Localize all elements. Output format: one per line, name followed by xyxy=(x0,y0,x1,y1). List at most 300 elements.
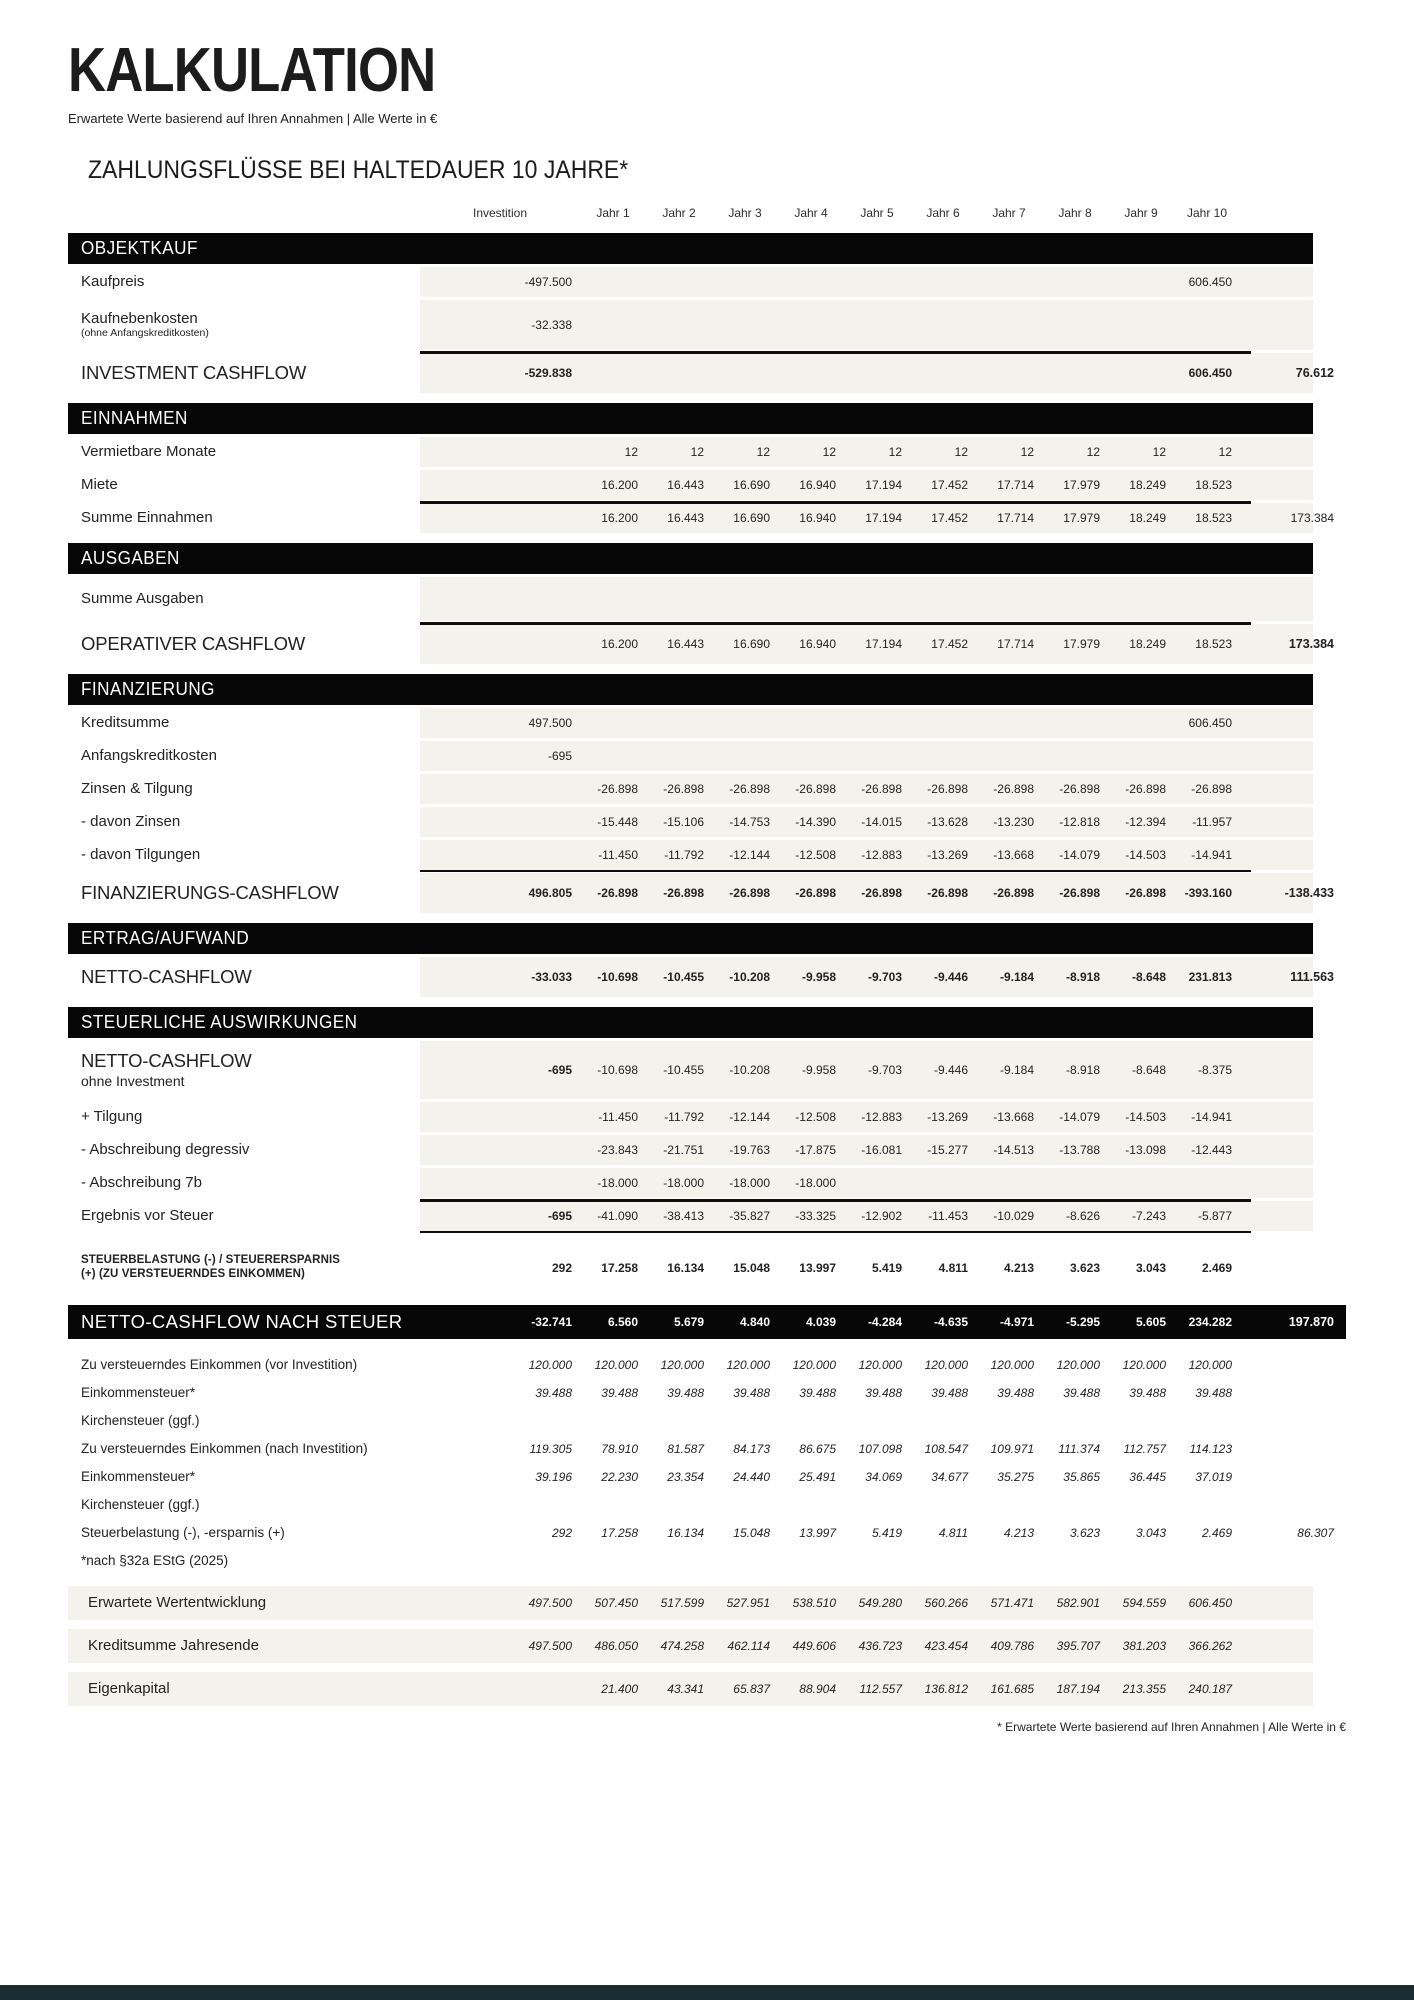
cell-value: 16.690 xyxy=(733,511,770,525)
cell-value: 517.599 xyxy=(660,1596,704,1610)
cell-value: 16.940 xyxy=(799,511,836,525)
row-label-text: - Abschreibung degressiv xyxy=(81,1141,250,1159)
cell-value: -14.503 xyxy=(1125,1110,1166,1124)
row-label-text: Zu versteuerndes Einkommen (vor Investition) xyxy=(81,1356,358,1372)
cell-value: -9.958 xyxy=(801,970,836,984)
cell-value: -26.898 xyxy=(861,886,902,900)
cell-value: 22.230 xyxy=(601,1469,638,1484)
table-row xyxy=(68,300,1346,350)
cell-value: -9.184 xyxy=(999,970,1034,984)
cell-value: 381.203 xyxy=(1122,1639,1166,1653)
table-row xyxy=(68,1244,1346,1292)
cell-value: -32.338 xyxy=(531,318,572,332)
table-row xyxy=(68,774,1346,804)
cell-value: -14.390 xyxy=(795,815,836,829)
cell-value: -10.455 xyxy=(663,970,704,984)
cell-value: -26.898 xyxy=(861,782,902,796)
cell-value: 292 xyxy=(551,1261,572,1275)
table-row xyxy=(68,873,1346,913)
table-row xyxy=(68,1380,1346,1405)
cell-value: 25.491 xyxy=(799,1469,836,1484)
cell-value: -21.751 xyxy=(663,1143,704,1157)
column-header: Jahr 1 xyxy=(596,206,630,220)
cell-value: 606.450 xyxy=(1188,716,1232,730)
row-label xyxy=(68,1525,420,1541)
cell-value: 36.445 xyxy=(1129,1469,1166,1484)
cell-value: 496.805 xyxy=(528,886,572,900)
cell-value: -23.843 xyxy=(597,1143,638,1157)
cell-value: -10.208 xyxy=(729,1063,770,1077)
table-row xyxy=(68,267,1346,297)
cell-value: -393.160 xyxy=(1184,886,1232,900)
row-label xyxy=(68,1680,420,1697)
cell-value: -4.971 xyxy=(999,1315,1034,1329)
section-title: AUSGABEN xyxy=(81,548,180,568)
cell-value: -10.698 xyxy=(597,1063,638,1077)
row-label xyxy=(68,882,420,903)
row-label xyxy=(68,1553,420,1569)
cell-value: -13.098 xyxy=(1125,1143,1166,1157)
cell-value: -13.668 xyxy=(993,1110,1034,1124)
cell-value: 34.677 xyxy=(931,1469,968,1484)
section-title: FINANZIERUNG xyxy=(81,679,215,699)
cell-value: 12 xyxy=(624,445,638,459)
cell-value: 12 xyxy=(888,445,902,459)
cell-value: 240.187 xyxy=(1188,1682,1232,1696)
column-header: Jahr 10 xyxy=(1186,206,1228,220)
cell-value: -12.902 xyxy=(861,1209,902,1223)
cell-value: 18.523 xyxy=(1195,511,1232,525)
cell-value: -26.898 xyxy=(927,782,968,796)
cell-value: 16.690 xyxy=(733,637,770,651)
cell-value: -695 xyxy=(547,1209,572,1223)
cell-value: 17.258 xyxy=(601,1261,638,1275)
column-header-row xyxy=(68,201,1346,223)
cell-value: 449.606 xyxy=(792,1639,836,1653)
cell-value: 15.048 xyxy=(733,1525,770,1540)
footnote: * Erwartete Werte basierend auf Ihren Annahmen | Alle Werte in € xyxy=(997,1720,1346,1734)
row-label-text: Kreditsumme Jahresende xyxy=(88,1637,259,1655)
cell-value: 12 xyxy=(822,445,836,459)
row-label-text: STEUERBELASTUNG (-) / STEUERERSPARNIS xyxy=(81,1253,341,1266)
row-label xyxy=(68,1174,420,1191)
cell-value: 527.951 xyxy=(726,1596,770,1610)
cell-value: 606.450 xyxy=(1188,275,1232,289)
cell-value: -26.898 xyxy=(597,886,638,900)
cell-value: 120.000 xyxy=(660,1357,704,1372)
table-row xyxy=(68,624,1346,664)
cell-value: -8.648 xyxy=(1131,1063,1166,1077)
cell-value: -18.000 xyxy=(729,1176,770,1190)
table-row xyxy=(68,437,1346,467)
cell-value: 18.249 xyxy=(1129,511,1166,525)
cell-value: 409.786 xyxy=(990,1639,1034,1653)
cell-value: -14.941 xyxy=(1191,1110,1232,1124)
cell-value: -5.877 xyxy=(1197,1209,1232,1223)
cell-total: 76.612 xyxy=(1295,366,1334,380)
cell-value: -26.898 xyxy=(1059,886,1100,900)
row-label xyxy=(68,1441,420,1457)
cell-value: -15.448 xyxy=(597,815,638,829)
cell-value: -33.033 xyxy=(531,970,572,984)
cell-value: -32.741 xyxy=(531,1315,572,1329)
cell-value: -8.918 xyxy=(1065,970,1100,984)
cell-value: -14.753 xyxy=(729,815,770,829)
row-label xyxy=(68,1413,420,1429)
column-header: Jahr 8 xyxy=(1058,206,1092,220)
row-label xyxy=(68,813,420,830)
row-label xyxy=(68,780,420,797)
cell-total: 173.384 xyxy=(1290,511,1334,525)
column-header: Jahr 6 xyxy=(926,206,960,220)
cell-value: 4.213 xyxy=(1003,1261,1034,1275)
row-label xyxy=(68,633,420,654)
cell-value: 13.997 xyxy=(799,1525,836,1540)
row-label-text: Kaufnebenkosten xyxy=(81,309,198,327)
table-row xyxy=(68,1672,1346,1706)
cell-value: 35.865 xyxy=(1063,1469,1100,1484)
cell-value: 12 xyxy=(954,445,968,459)
cell-value: -14.079 xyxy=(1059,1110,1100,1124)
cell-value: -12.883 xyxy=(861,848,902,862)
cell-value: 2.469 xyxy=(1201,1261,1232,1275)
table-row xyxy=(68,1135,1346,1165)
cell-value: 366.262 xyxy=(1188,1639,1232,1653)
rule-bottom xyxy=(420,870,1251,873)
table-row xyxy=(68,741,1346,771)
row-label-text: Summe Ausgaben xyxy=(81,590,204,608)
table-row xyxy=(68,1548,1346,1573)
cell-value: -38.413 xyxy=(663,1209,704,1223)
cell-value: 12 xyxy=(756,445,770,459)
cell-value: 112.757 xyxy=(1123,1441,1166,1456)
row-sublabel: (ohne Anfangskreditkosten) xyxy=(81,326,209,339)
cell-value: -26.898 xyxy=(1059,782,1100,796)
row-label-text: Zu versteuerndes Einkommen (nach Investition) xyxy=(81,1440,368,1456)
cell-value: 136.812 xyxy=(924,1682,968,1696)
table-row xyxy=(68,708,1346,738)
cell-value: 16.200 xyxy=(601,478,638,492)
cell-value: 39.488 xyxy=(1195,1385,1232,1400)
cell-value: -26.898 xyxy=(795,782,836,796)
section-header xyxy=(68,674,1313,705)
cell-value: 5.605 xyxy=(1135,1315,1166,1329)
rule-top xyxy=(420,622,1251,625)
cell-value: -16.081 xyxy=(861,1143,902,1157)
cell-value: 213.355 xyxy=(1122,1682,1166,1696)
cell-value: 108.547 xyxy=(924,1441,968,1456)
column-header-total-spacer xyxy=(1240,211,1346,213)
cell-value: -11.450 xyxy=(598,848,638,862)
cell-value: -9.958 xyxy=(801,1063,836,1077)
cell-value: 16.200 xyxy=(601,511,638,525)
cell-value: -4.284 xyxy=(867,1315,902,1329)
cell-value: -12.443 xyxy=(1191,1143,1232,1157)
column-header: Jahr 9 xyxy=(1124,206,1158,220)
footer-bar xyxy=(0,1985,1414,2000)
row-label-text: Eigenkapital xyxy=(88,1680,170,1698)
cell-value: 234.282 xyxy=(1188,1315,1232,1329)
cell-total: 86.307 xyxy=(1297,1525,1334,1540)
cell-value: -8.626 xyxy=(1065,1209,1100,1223)
cell-value: 582.901 xyxy=(1056,1596,1100,1610)
cell-value: -9.184 xyxy=(999,1063,1034,1077)
cell-value: -26.898 xyxy=(1125,782,1166,796)
cell-value: -4.635 xyxy=(933,1315,968,1329)
row-label xyxy=(68,1637,420,1654)
cell-value: 12 xyxy=(1152,445,1166,459)
row-label xyxy=(68,1469,420,1485)
cell-value: 17.979 xyxy=(1063,478,1100,492)
cell-value: -497.500 xyxy=(524,275,572,289)
row-label xyxy=(68,1141,420,1158)
cell-value: -9.446 xyxy=(933,1063,968,1077)
row-sublabel: (+) (ZU VERSTEUERNDES EINKOMMEN) xyxy=(81,1268,305,1281)
column-header: Jahr 3 xyxy=(728,206,762,220)
row-label xyxy=(68,846,420,863)
cell-value: 497.500 xyxy=(528,1596,572,1610)
cell-value: -7.243 xyxy=(1131,1209,1166,1223)
cell-value: -14.079 xyxy=(1059,848,1100,862)
row-label-text: Einkommensteuer* xyxy=(81,1468,196,1484)
table-row xyxy=(68,1436,1346,1461)
cell-value: -695 xyxy=(547,749,572,763)
cell-value: -26.898 xyxy=(729,886,770,900)
section-header xyxy=(68,233,1313,264)
cell-value: -12.818 xyxy=(1059,815,1100,829)
cell-value: -13.269 xyxy=(927,848,968,862)
cell-value: 120.000 xyxy=(1122,1357,1166,1372)
cell-value: -10.029 xyxy=(993,1209,1034,1223)
row-label-text: INVESTMENT CASHFLOW xyxy=(81,362,307,384)
cell-value: 497.500 xyxy=(528,1639,572,1653)
cell-value: 474.258 xyxy=(660,1639,704,1653)
cell-value: 17.714 xyxy=(997,637,1034,651)
cell-value: -14.015 xyxy=(861,815,902,829)
cell-value: 21.400 xyxy=(601,1682,638,1696)
row-label xyxy=(68,310,420,341)
cell-value: -26.898 xyxy=(795,886,836,900)
cell-value: 114.123 xyxy=(1189,1441,1232,1456)
cell-value: -35.827 xyxy=(729,1209,770,1223)
table-row xyxy=(68,1586,1346,1620)
cell-value: 16.134 xyxy=(667,1261,704,1275)
cell-value: 120.000 xyxy=(726,1357,770,1372)
cell-value: -17.875 xyxy=(795,1143,836,1157)
cell-value: -12.394 xyxy=(1125,815,1166,829)
cell-value: 111.374 xyxy=(1058,1441,1100,1456)
row-label-text: NETTO-CASHFLOW xyxy=(81,966,252,988)
cell-value: 17.979 xyxy=(1063,511,1100,525)
cell-value: 24.440 xyxy=(733,1469,770,1484)
cell-value: 436.723 xyxy=(858,1639,902,1653)
cell-value: -529.838 xyxy=(524,366,572,380)
cell-value: -18.000 xyxy=(795,1176,836,1190)
cell-value: 84.173 xyxy=(733,1441,770,1456)
cell-value: 15.048 xyxy=(733,1261,770,1275)
row-label xyxy=(68,362,420,383)
row-label xyxy=(68,590,420,607)
row-label xyxy=(68,714,420,731)
cell-value: -11.450 xyxy=(598,1110,638,1124)
cell-value: -26.898 xyxy=(663,886,704,900)
row-label-text: Kreditsumme xyxy=(81,714,170,732)
cell-value: 23.354 xyxy=(667,1469,704,1484)
row-label-text: Zinsen & Tilgung xyxy=(81,780,193,798)
cell-value: 12 xyxy=(690,445,704,459)
row-label-text: Erwartete Wertentwicklung xyxy=(88,1594,267,1612)
cell-value: 39.488 xyxy=(931,1385,968,1400)
cell-total: -138.433 xyxy=(1284,886,1334,900)
table-row xyxy=(68,957,1346,997)
cell-value: -13.668 xyxy=(993,848,1034,862)
cell-value: 423.454 xyxy=(924,1639,968,1653)
cell-value: -8.375 xyxy=(1197,1063,1232,1077)
row-label xyxy=(68,1050,420,1089)
cell-value: 17.979 xyxy=(1063,637,1100,651)
row-label xyxy=(68,1254,420,1282)
cell-value: -26.898 xyxy=(927,886,968,900)
cell-value: 17.452 xyxy=(931,637,968,651)
table-row xyxy=(68,470,1346,500)
cell-value: 65.837 xyxy=(733,1682,770,1696)
table-row xyxy=(68,807,1346,837)
cell-value: 17.452 xyxy=(931,511,968,525)
cell-value: -12.144 xyxy=(729,1110,770,1124)
cell-value: 16.690 xyxy=(733,478,770,492)
column-header: Jahr 5 xyxy=(860,206,894,220)
section-header xyxy=(68,403,1313,434)
cell-value: -13.628 xyxy=(927,815,968,829)
cell-value: 17.194 xyxy=(865,478,902,492)
cell-value: 81.587 xyxy=(667,1441,704,1456)
cell-value: 16.443 xyxy=(667,511,704,525)
cell-value: 17.194 xyxy=(865,637,902,651)
cell-value: 86.675 xyxy=(799,1441,836,1456)
cell-value: -12.508 xyxy=(795,848,836,862)
cell-value: -5.295 xyxy=(1065,1315,1100,1329)
cell-value: 4.811 xyxy=(938,1525,968,1540)
cell-value: 5.419 xyxy=(871,1261,902,1275)
cell-value: 78.910 xyxy=(601,1441,638,1456)
row-label-text: Summe Einnahmen xyxy=(81,509,213,527)
cell-value: -11.453 xyxy=(928,1209,968,1223)
cell-value: 3.623 xyxy=(1069,1525,1100,1540)
cell-value: -13.230 xyxy=(993,815,1034,829)
cell-value: -9.703 xyxy=(867,1063,902,1077)
rule-top xyxy=(420,351,1251,354)
cell-value: 538.510 xyxy=(792,1596,836,1610)
row-label-text: Anfangskreditkosten xyxy=(81,747,217,765)
cell-value: -11.792 xyxy=(664,1110,704,1124)
table-row xyxy=(68,1352,1346,1377)
cell-value: 120.000 xyxy=(528,1357,572,1372)
cell-value: -26.898 xyxy=(663,782,704,796)
cell-value: 39.488 xyxy=(667,1385,704,1400)
cashflow-table-body xyxy=(68,233,1346,1706)
row-label-text: - davon Zinsen xyxy=(81,813,181,831)
row-label-text: Miete xyxy=(81,476,118,494)
rule-bottom xyxy=(420,1231,1251,1234)
cell-value: 39.488 xyxy=(601,1385,638,1400)
table-row xyxy=(68,1492,1346,1517)
cell-value: 39.488 xyxy=(733,1385,770,1400)
cell-value: 560.266 xyxy=(924,1596,968,1610)
cell-value: 16.134 xyxy=(667,1525,704,1540)
table-row xyxy=(68,1464,1346,1489)
cell-value: 18.249 xyxy=(1129,637,1166,651)
row-label xyxy=(68,1385,420,1401)
cell-value: -12.508 xyxy=(795,1110,836,1124)
row-label xyxy=(68,747,420,764)
cell-value: 395.707 xyxy=(1056,1639,1100,1653)
cell-value: -13.788 xyxy=(1059,1143,1100,1157)
cell-value: 549.280 xyxy=(858,1596,902,1610)
cell-value: 17.258 xyxy=(601,1525,638,1540)
section-title: OBJEKTKAUF xyxy=(81,238,198,258)
cell-value: -18.000 xyxy=(597,1176,638,1190)
section-header xyxy=(68,923,1313,954)
cell-value: 39.488 xyxy=(1129,1385,1166,1400)
section-header xyxy=(68,1007,1313,1038)
row-label-text: *nach §32a EStG (2025) xyxy=(81,1552,229,1568)
row-label-text: - davon Tilgungen xyxy=(81,846,201,864)
row-label xyxy=(68,273,420,290)
cell-value: 2.469 xyxy=(1201,1525,1232,1540)
table-row xyxy=(68,1520,1346,1545)
cell-value: 17.452 xyxy=(931,478,968,492)
cell-value: -8.918 xyxy=(1065,1063,1100,1077)
cell-value: -26.898 xyxy=(993,782,1034,796)
row-label-text: Kirchensteuer (ggf.) xyxy=(81,1412,200,1428)
cell-value: 3.623 xyxy=(1069,1261,1100,1275)
cell-value: -14.503 xyxy=(1125,848,1166,862)
cell-value: 16.443 xyxy=(667,478,704,492)
cell-value: 16.200 xyxy=(601,637,638,651)
cell-value: 119.305 xyxy=(529,1441,572,1456)
cell-value: 39.488 xyxy=(1063,1385,1100,1400)
cell-value: -15.277 xyxy=(927,1143,968,1157)
cell-value: -10.208 xyxy=(729,970,770,984)
rule-top xyxy=(420,1199,1251,1202)
cell-value: 17.194 xyxy=(865,511,902,525)
row-label xyxy=(68,966,420,987)
row-label-text: Steuerbelastung (-), -ersparnis (+) xyxy=(81,1524,285,1540)
cell-value: -11.792 xyxy=(664,848,704,862)
table-row xyxy=(68,1041,1346,1099)
cell-value: -11.957 xyxy=(1192,815,1232,829)
row-label-text: Ergebnis vor Steuer xyxy=(81,1207,214,1225)
row-shade xyxy=(420,1168,1313,1198)
row-label-text: NETTO-CASHFLOW xyxy=(81,1050,252,1072)
row-label xyxy=(68,1108,420,1125)
cell-value: -10.455 xyxy=(663,1063,704,1077)
table-row xyxy=(68,1408,1346,1433)
cell-value: 112.557 xyxy=(859,1682,902,1696)
cell-value: 18.523 xyxy=(1195,637,1232,651)
cell-value: 18.523 xyxy=(1195,478,1232,492)
section-header xyxy=(68,543,1313,574)
row-label xyxy=(68,1207,420,1224)
cell-value: -26.898 xyxy=(597,782,638,796)
cell-value: 507.450 xyxy=(594,1596,638,1610)
cell-value: -19.763 xyxy=(729,1143,770,1157)
cell-value: -14.941 xyxy=(1191,848,1232,862)
row-label-text: Vermietbare Monate xyxy=(81,443,217,461)
cell-value: 594.559 xyxy=(1122,1596,1166,1610)
table-row xyxy=(68,1102,1346,1132)
cell-value: 571.471 xyxy=(990,1596,1034,1610)
